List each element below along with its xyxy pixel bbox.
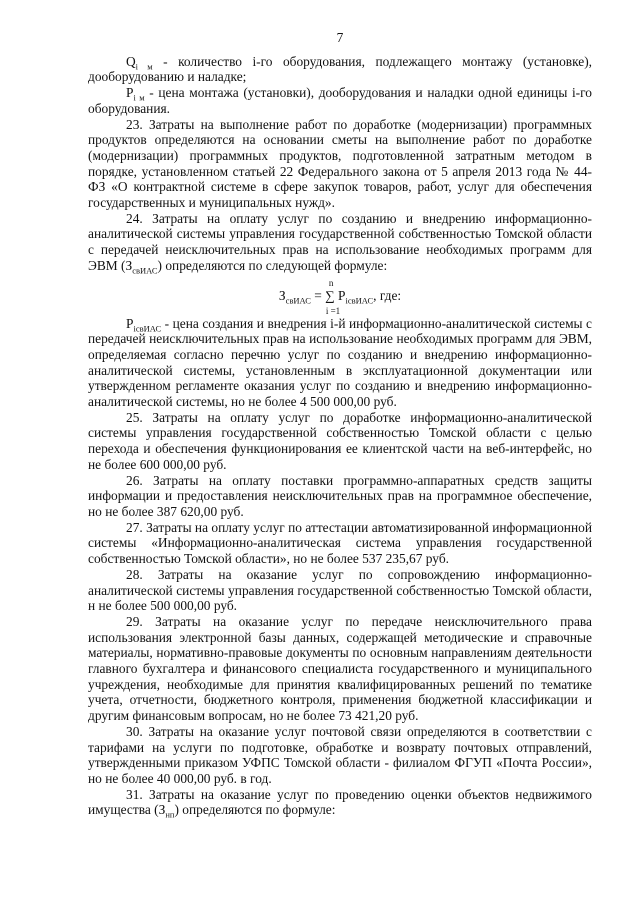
paragraph-31-symbol: З — [158, 802, 166, 818]
definition-pisvias — [88, 316, 592, 410]
paragraph-23: 23. Затраты на выполнение работ по доработке (модернизации) программных продуктов определяются на основании сметы на выполнение работ по доработке (модернизации) программных продуктов, подготовленной затратным методом в порядке, установленном статьей 22 Федерального закона от 5 апреля 2013 года № 44-ФЗ «О контрактной системе в сфере закупок товаров, работ, услуг для обеспечения государственных и муниципальных нужд». — [88, 116, 592, 211]
formula-tail: , где: — [373, 287, 402, 303]
paragraph-24-tail: ) определяются по следующей формуле: — [157, 257, 388, 273]
formula-lhs: З — [278, 287, 286, 303]
page-number: 7 — [336, 30, 344, 45]
definition-pim — [88, 85, 592, 116]
paragraph-29: 29. Затраты на оказание услуг по передаче неисключительного права использования электронной базы данных, содержащей методические и справочные материалы, нормативно-правовые документы по основным направлениям деятельности главного бухгалтера и финансового специалиста государственного и муниципального учреждения, необходимые для принятия квалифицированных решений по тематике учета, отчетности, бюджетного контроля, применения бюджетной классификации и другим финансовым вопросам, но не более 73 421,20 руб. — [88, 613, 592, 724]
paragraph-24-symbol: З — [125, 257, 133, 273]
paragraph-24 — [88, 211, 592, 274]
sum-sign: ∑ — [325, 287, 335, 303]
symbol-p-subscript: i м — [133, 92, 145, 103]
formula-lhs-subscript: свИАС — [285, 295, 311, 306]
formula-rhs-subscript: iсвИАС — [345, 295, 374, 306]
paragraph-31-tail: ) определяются по формуле: — [174, 802, 336, 818]
paragraph-31 — [88, 786, 592, 821]
formula-rhs: P — [338, 287, 346, 303]
paragraph-31-text: 31. Затраты на оказание услуг по проведению оценки объектов недвижимого имущества ( — [88, 786, 592, 818]
formula-block — [88, 276, 592, 316]
paragraph-24-symbol-subscript: свИАС — [132, 265, 158, 276]
paragraph-25: 25. Затраты на оплату услуг по доработке информационно-аналитической системы управления государственной собственностью Томской области с целью перехода и обеспечения функционирования ее клиентской части на веб-интерфейс, но не более 600 000,00 руб. — [88, 409, 592, 472]
definition-symbol-subscript: iсвИАС — [133, 323, 162, 334]
definition-qim-text: - количество i-го оборудования, подлежащего монтажу (установке), дооборудованию и наладке; — [88, 53, 593, 85]
paragraph-26: 26. Затраты на оплату поставки программно-аппаратных средств защиты информации и предоставления неисключительных прав на программное обеспечение, но не более 387 620,00 руб. — [88, 472, 592, 519]
formula-equals: = — [310, 287, 326, 303]
definition-symbol: P — [126, 315, 134, 331]
definition-pim-text: - цена монтажа (установки), дооборудования и наладки одной единицы i-го оборудования. — [88, 85, 592, 116]
definition-text: - цена создания и внедрения i-й информационно-аналитической системы с передачей неисключительных прав на использование необходимых программ для ЭВМ, определяемая согласно перечню услуг по созданию и внедрению информационно-аналитической системы, установленным в эксплуатационной документации или утвержденном регламенте оказания услуг по созданию и внедрению информационно-аналитической системы, но не более 4 500 000,00 руб. — [88, 315, 592, 410]
paragraph-27: 27. Затраты на оплату услуг по аттестации автоматизированной информационной системы «Информационно-аналитическая система управления государственной собственностью Томской области», но не более 537 235,67 руб. — [88, 519, 592, 567]
paragraph-30: 30. Затраты на оказание услуг почтовой связи определяются в соответствии с тарифами на услуги по подготовке, обработке и возврату почтовых отправлений, утвержденными приказом УФПС Томской области - филиалом ФГУП «Почта России», но не более 40 000,00 руб. в год. — [88, 723, 592, 786]
definition-qim — [88, 54, 592, 85]
paragraph-31-symbol-subscript: нп — [165, 810, 175, 821]
paragraph-24-text: 24. Затраты на оплату услуг по созданию и внедрению информационно-аналитической системы управления государственной собственностью Томской области с передачей неисключительных прав на использование необходимых программ для ЭВМ ( — [88, 210, 592, 273]
paragraph-28: 28. Затраты на оказание услуг по сопровождению информационно-аналитической системы управления государственной собственностью Томской области, н не более 500 000,00 руб. — [88, 566, 592, 614]
formula — [278, 276, 402, 316]
symbol-p: P — [126, 85, 134, 101]
symbol-q: Q — [126, 53, 136, 69]
sum-lower-limit: i =1 — [325, 305, 341, 316]
sum-upper-limit: n — [328, 277, 334, 288]
symbol-q-subscript: i м — [135, 61, 153, 72]
